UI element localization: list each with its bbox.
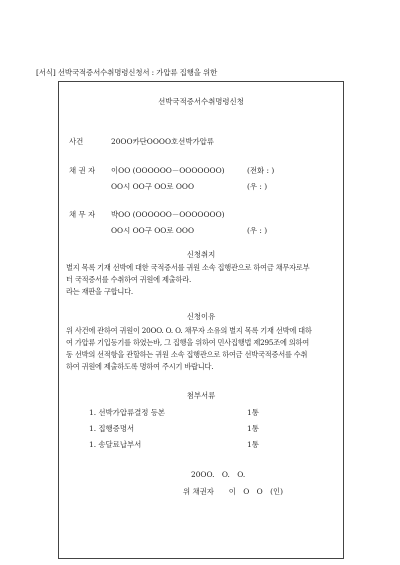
attachment-count: 1통 xyxy=(247,440,259,449)
document-frame xyxy=(58,81,344,559)
attachment-count: 1통 xyxy=(247,408,259,417)
attachment-name: 1. 집행증명서 xyxy=(89,424,135,433)
debtor-label: 채 무 자 xyxy=(69,210,96,219)
attachments-heading: 첨부서류 xyxy=(186,391,216,400)
debtor-zip: (우 : ) xyxy=(247,226,268,235)
attachment-name: 1. 송달료납부서 xyxy=(89,440,142,449)
creditor-name: 이OO (OOOOOO－OOOOOOO) xyxy=(111,166,225,175)
document-title: 선박국적증서수취명령신청 xyxy=(158,97,244,106)
reason-text xyxy=(66,325,338,373)
applicant-signature: 위 채권자 이 O O (인) xyxy=(183,487,284,496)
attachment-name: 1. 선박가압류결정 등본 xyxy=(89,408,166,417)
creditor-label: 채 권 자 xyxy=(69,166,96,175)
purpose-text xyxy=(66,262,338,298)
creditor-phone: (전화 : ) xyxy=(247,166,275,175)
reason-heading: 신청이유 xyxy=(186,312,216,321)
reason-line: 위 사건에 관하여 귀원이 20OO. O. O. 채무자 소유의 별지 목록 기재 선박에 대하 xyxy=(66,326,312,335)
form-caption: [서식] 선박국적증서수취명령신청서 : 가압류 집행을 위한 xyxy=(36,68,218,77)
document-date: 20OO. O. O. xyxy=(191,470,246,479)
purpose-line: 라는 재판을 구합니다. xyxy=(66,287,133,296)
purpose-line: 별지 목록 기재 선박에 대한 국적증서를 귀원 소속 집행관으로 하여금 채무자로부 xyxy=(66,263,310,272)
case-label: 사건 xyxy=(69,137,84,146)
purpose-heading: 신청취지 xyxy=(186,250,216,259)
purpose-line: 터 국적증서를 수취하여 귀원에 제출하라. xyxy=(66,275,192,284)
case-value: 20OO카단OOOO호선박가압류 xyxy=(111,137,214,146)
attachment-count: 1통 xyxy=(247,424,259,433)
reason-line: 동 선박의 선적항을 관할하는 귀원 소속 집행관으로 하여금 선박국적증서를 수취 xyxy=(66,350,308,359)
reason-line: 하여 귀원에 제출하도록 명하여 주시기 바랍니다. xyxy=(66,362,214,371)
creditor-zip: (우 : ) xyxy=(247,182,268,191)
debtor-name: 박OO (OOOOOO－OOOOOOO) xyxy=(111,210,225,219)
creditor-address: OO시 OO구 OO로 OOO xyxy=(111,182,194,191)
reason-line: 여 가압류 기입등기를 하였는바, 그 집행을 위하여 민사집행법 제295조에 의하여 xyxy=(66,338,310,347)
debtor-address: OO시 OO구 OO로 OOO xyxy=(111,226,194,235)
